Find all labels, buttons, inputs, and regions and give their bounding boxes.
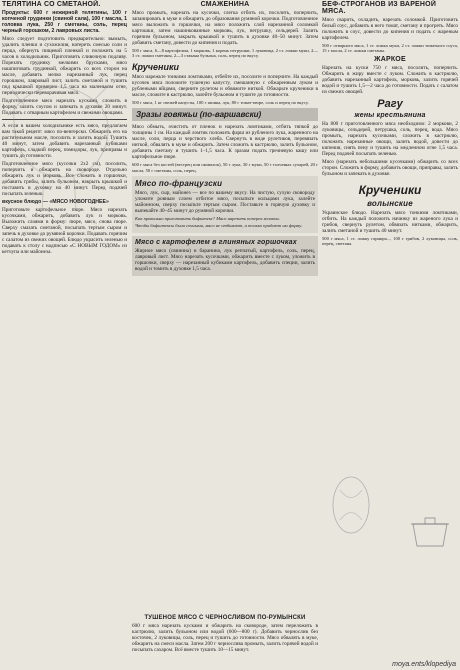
recipe-steps-ragout-2: Мясо (нарезать небольшими кусочками) обжарить со всех сторон. Сложить в форму, добавить овощи, приправы, залить бульоном и запекать в духовке. (322, 158, 458, 177)
recipe-ingredients-stroganoff: 500 г отварного мяса, 1 ст. ложка муки, 2 ст. ложки томатного соуса, 15 г масла, 2 ст. ложки сметаны. (322, 43, 458, 54)
recipe-box-french (132, 176, 318, 233)
tip-steak-1: Как правильно приготовить бифштекс? Мясо нарезать поперек волокон. (135, 216, 280, 222)
recipe-steps-stroganoff: Мясо сварить, охладить, нарезать соломкой. Приготовить белый соус, добавить в него томат, сметану и прогреть. Мясо положить в соус, довести до кипения и подать с жареным картофелем. (322, 17, 458, 41)
recipe-title-volyn: Крученики (358, 182, 422, 197)
recipe-title-potatoes: Мясо с картофелем в глиняных горшочках (135, 238, 297, 246)
recipe-hungarian: А если в вашем холодильнике есть мясо, предлагаем вам такой рецепт: мясо по-венгерски. Обжарить его на растительном масле, посолить и залить водой. Тушить 40 минут, затем добавить нарезанный кубиками картофель, сладкий перец, помидоры, лук, приправы и тушить до готовности. (2, 123, 127, 159)
recipe-steps-smazhenina: Мясо промыть, нарезать на кусочки, слегка отбить их, посолить, поперчить, запанировать в муке и обжарить до образования румяной корочки. Подготовленное мясо выложить в горшочки, на мясо положить слой нарезанной соломкой картошки, затем нашинкованные морковь, лук, петрушку, сельдерей. Залить горячим бульоном, закрыть крышкой и тушить в духовке 40–50 минут. Затем добавить сметану, довести до кипения и подать. (132, 10, 318, 46)
recipe-steps-french: Мясо, лук, сыр, майонез — все по вашему вкусу. На чистую, сухую сковороду уложите ровным слоем отбитое мясо, посыпьте кольцами лука, залейте майонезом, сверху посыпьте тертым сыром. Поставьте в горячую духовку и выпекайте 40–45 минут до румяной корочки. (135, 190, 315, 215)
recipe-steps-newyear: Приготовьте картофельное пюре. Мясо нарезать кусочками, обжарить, добавить лук и морковь. Выложить слоями в форму: пюре, мясо, снова пюре. Сверху смазать сметаной, посыпать тертым сыром и запечь в духовке до румяной корочки. Подавать горячим с салатом из свежих овощей. Блюдо украсить зеленью и подавать к столу с надписью «С НОВЫМ ГОДОМ» из кетчупа или майонеза. (2, 207, 127, 255)
recipe-title-zrazy: Зразы говяжьи (по-варшавски) (132, 108, 318, 121)
recipe-ingredients-zrazy: 600 г мяса без костей (вестрец или оковалок), 50 г лука, 30 г муки, 50 г толченых сухарей, 20 г масла, 50 г сметаны, соль, перец. (132, 162, 318, 173)
recipe-title-zharkoe: ЖАРКОЕ (374, 55, 406, 63)
recipe-steps-kruchenyky: Мясо нарежьте тонкими ломтиками, отбейте их, посолите и поперчите. На каждый кусочек мяса положите тушеную капусту, смешанную с обжаренным луком и рублеными яйцами, сверните рулетом и обвяжите ниткой. Обжарьте крученики в масле, сложите в кастрюлю, залейте бульоном и тушите до готовности. (132, 73, 318, 98)
recipe-title-newyear: вкусное блюдо — «МЯСО НОВОГОДНЕЕ» (2, 199, 109, 205)
recipe-title-kruchenyky: Крученики (132, 61, 180, 72)
recipe-steps-veal-2: Подготовленное мясо нарезать кусками, сложить в форму, залить соусом и запекать в духовке 20 минут. Подавать с отварным картофелем и свежими овощами. (2, 98, 127, 116)
recipe-subtitle-volyn: волынские (367, 198, 413, 208)
meat-drawing-icon (328, 470, 374, 540)
recipe-pots: Подготовленное мясо (кусочки 2х2 см), посолить, поперчить и обжарить на сковороде. Отдельно обжарить лук и морковь. Все сложить в горшочки, добавить грибы, залить бульоном, накрыть крышкой и поставить в духовку на 40 минут. Перед подачей посыпать зеленью. (2, 161, 127, 197)
recipe-steps-zrazy: Мясо обмыть, очистить от пленок и нарезать ломтиками, отбить тяпкой до толщины 1 см. На каждый ломтик положить фарш из рубленого лука, жаренного на масле, соли, перца и черствого хлеба. Свернуть в виде рулетиков, перевязать ниткой, обвалять в муке и обжарить. Затем сложить в кастрюлю, залить бульоном, добавить сметану и тушить 1–1,5 часа. К зразам подать гречневую кашу или картофельное пюре. (132, 124, 318, 161)
recipe-title-smazhenina: СМАЖЕНИНА (200, 1, 250, 8)
recipe-steps-potatoes: Жирное мясо (свинина) и баранина, лук репчатый, картофель, соль, перец, лавровый лист. Мясо нарезать кусочками, обжарить вместе с луком, уложить в горшочки, сверху — нарезанный кубиками картофель, добавить специи, залить водой и томить в духовке 1,5 часа. (135, 247, 315, 272)
source-credit: moya.ents/klopediya (392, 661, 456, 668)
recipe-steps-veal: Мясо следует подготовить предварительно: вымыть, удалить пленки и сухожилия, натереть смесью соли и перца, обернуть пищевой пленкой и положить на 5 часов в холодильник. Приготовить сливочную подливу. Порезать грудинку мелкими брусками, мясо нашпиговать грудинкой, обжарить со всех сторон на масле, добавить мелко нарезанный лук, перец горошком, лавровый лист, залить сметаной и тушить под крышкой примерно 1,5 часа на маленьком огне, периодически переворачивая мясо. (2, 36, 127, 96)
column-right (322, 0, 458, 660)
recipe-steps-ragout: На 800 г приготовленного мяса необходимо: 2 моркови, 2 луковицы, сельдерей, петрушка, соль, перец, вода. Мясо промыть, нарезать кусочками, сложить в кастрюлю, положить нарезанные овощи, залить водой, довести до кипения, снять пену и тушить на медленном огне 1,5 часа. Перед подачей посыпать зеленью. (322, 120, 458, 157)
recipe-title-ragout: Рагу (377, 97, 403, 110)
recipe-ingredients-kruchenyky: 500 г мяса, 1 кг свежей капусты, 100 г шпика, лук, 80 г томат-пюре, соль и перец по вкусу. (132, 99, 309, 105)
tip-steak-2: Чтобы бифштексы были сочными, мясо не отбивают, а только придают им форму. (135, 223, 303, 229)
recipe-steps-zharkoe: Нарезать на куски 750 г мяса, посолить, поперчить. Обжарить в жиру вместе с луком. Сложить в кастрюлю, добавить нарезанный картофель, морковь, залить горячей водой и тушить 1,5—2 часа до готовности. Подать с салатом из свежих овощей. (322, 64, 458, 95)
recipe-steps-prunes: 600 г мяса нарезать кусками и обжарить на сковороде, затем переложить в кастрюлю, залить бульоном или водой (600—800 г). Добавить чернослив без косточек, 2 луковицы, соль, перец и тушить до готовности. Мясо обвалять в муке, обжарить на смеси масла. Затем 200 г чернослива промыть, залить горячей водой и посыпать сахаром. Всё вместе тушить 10—15 минут. (132, 623, 318, 653)
recipe-ingredients-volyn: 500 г мяса, 1 ст. ложку гарнира..., 100 г грибов, 2 луковицы, соль, перец, сметана. (322, 235, 458, 247)
recipe-ingredients-veal: Продукты: 600 г нежирной телятины, 100 г копченой грудинки (свиной сала), 100 г масла, 1 головка лука, 250 г сметаны, соль, перец черный горошком, 2 лавровых листа. (2, 10, 127, 34)
recipe-title-prunes: ТУШЕНОЕ МЯСО С ЧЕРНОСЛИВОМ ПО-РУМЫНСКИ (144, 615, 306, 621)
bull-drawing-icon (4, 70, 124, 220)
recipe-subtitle-ragout: жены крестьянина (354, 111, 426, 119)
recipe-title-french: Мясо по-французски (135, 179, 223, 189)
pot-drawing-icon (405, 510, 455, 550)
recipe-box-prunes (132, 614, 318, 668)
column-middle (132, 0, 318, 612)
recipe-box-potatoes (132, 236, 318, 276)
recipe-title-veal: ТЕЛЯТИНА СО СМЕТАНОЙ. (2, 1, 101, 8)
recipe-steps-volyn: Украинское блюдо. Нарезать мясо тонкими ломтиками, отбить. На каждый положить начинку из жареного лука и грибов, свернуть рулетом, обвязать нитками, обжарить, залить сметаной и тушить 40 минут. (322, 209, 458, 234)
recipe-ingredients-smazhenina: 500 г мяса, 6—8 картофелин, 1 морковь, 1 корень петрушки, 1 луковица, 2 ст. ложки муки, 2—3 ст. ложки сметаны, 2—3 стакана бульона, соль, перец по вкусу. (132, 48, 318, 59)
recipe-title-stroganoff: БЕФ-СТРОГАНОВ ИЗ ВАРЕНОЙ МЯСА. (322, 1, 437, 15)
